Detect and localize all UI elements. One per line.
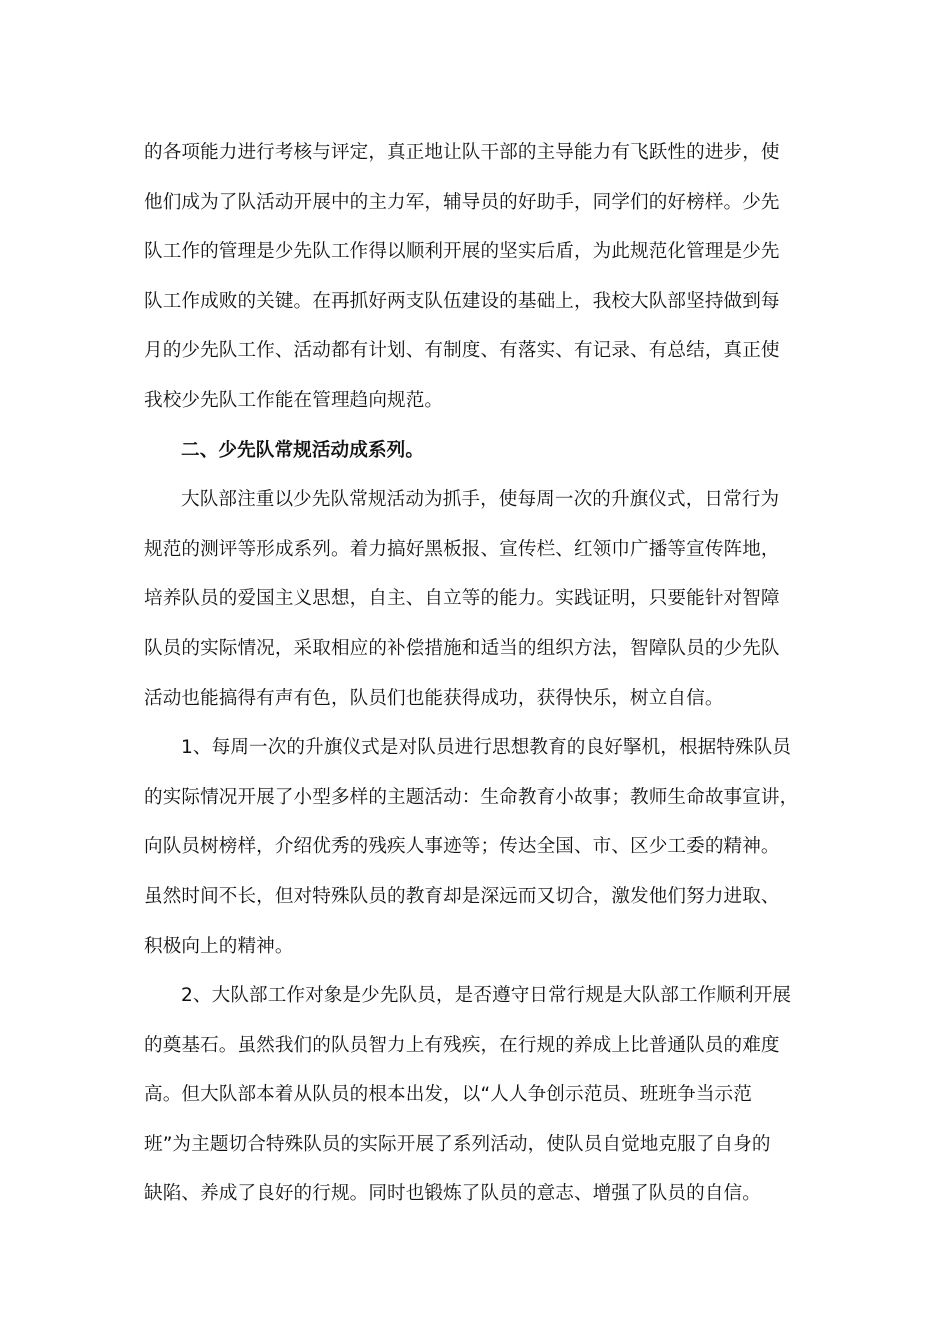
body-text-line: 他们成为了队活动开展中的主力军，辅导员的好助手，同学们的好榜样。少先 <box>144 191 780 213</box>
body-text-line: 高。但大队部本着从队员的根本出发，以“人人争创示范员、班班争当示范 <box>144 1084 752 1106</box>
body-text-line: 我校少先队工作能在管理趋向规范。 <box>144 389 444 411</box>
body-text-line: 向队员树榜样，介绍优秀的残疾人事迹等；传达全国、市、区少工委的精神。 <box>144 836 780 858</box>
body-text-line: 的实际情况开展了小型多样的主题活动：生命教育小故事；教师生命故事宣讲， <box>144 786 799 808</box>
body-text-line: 1、每周一次的升旗仪式是对队员进行思想教育的良好掔机，根据特殊队员 <box>181 737 792 759</box>
body-text-line: 活动也能搞得有声有色，队员们也能获得成功，获得快乐，树立自信。 <box>144 687 724 709</box>
body-text-line: 缺陷、养成了良好的行规。同时也锻炼了队员的意志、增强了队员的自信。 <box>144 1183 761 1205</box>
body-text-line: 培养队员的爱国主义思想，自主、自立等的能力。实践证明，只要能针对智障 <box>144 588 780 610</box>
body-text-line: 的奠基石。虽然我们的队员智力上有残疾，在行规的养成上比普通队员的难度 <box>144 1034 780 1056</box>
body-text-line: 队员的实际情况，采取相应的补偿措施和适当的组织方法，智障队员的少先队 <box>144 637 780 659</box>
body-text-line: 月的少先队工作、活动都有计划、有制度、有落实、有记录、有总结，真正使 <box>144 340 780 362</box>
body-text-line: 规范的测评等形成系列。着力搞好黑板报、宣传栏、红领巾广播等宣传阵地， <box>144 538 780 560</box>
body-text-line: 班”为主题切合特殊队员的实际开展了系列活动，使队员自觉地克服了自身的 <box>144 1133 771 1155</box>
body-text-line: 积极向上的精神。 <box>144 935 294 957</box>
body-text-line: 2、大队部工作对象是少先队员，是否遵守日常行规是大队部工作顺利开展 <box>181 985 792 1007</box>
document-body <box>144 128 814 1219</box>
body-text-line: 队工作的管理是少先队工作得以顺利开展的坚实后盾，为此规范化管理是少先 <box>144 241 780 263</box>
section-heading: 二、少先队常规活动成系列。 <box>181 439 425 461</box>
body-text-line: 的各项能力进行考核与评定，真正地让队干部的主导能力有飞跃性的进步，使 <box>144 142 780 163</box>
body-text-line: 虽然时间不长，但对特殊队员的教育却是深远而又切合，激发他们努力进取、 <box>144 885 780 907</box>
body-text-line: 队工作成败的关键。在再抓好两支队伍建设的基础上，我校大队部坚持做到每 <box>144 290 780 312</box>
body-text-line: 大队部注重以少先队常规活动为抓手，使每周一次的升旗仪式，日常行为 <box>181 489 780 511</box>
